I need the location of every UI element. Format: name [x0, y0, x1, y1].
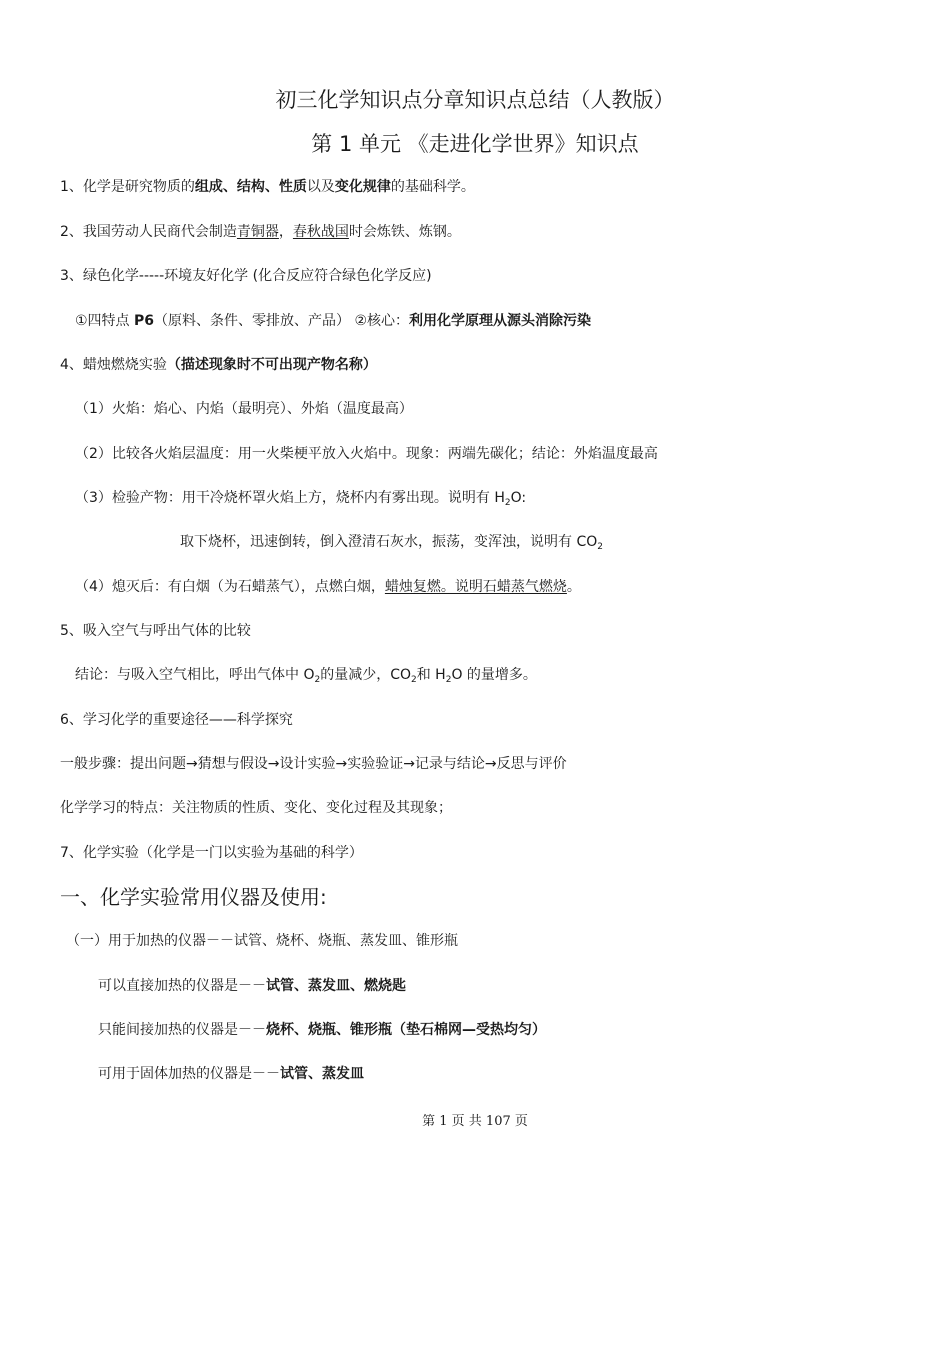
- item-4-2: （2）比较各火焰层温度：用一火柴梗平放入火焰中。现象：两端先碳化；结论：外焰温度最高: [75, 446, 658, 462]
- item-4-1: （1）火焰：焰心、内焰（最明亮）、外焰（温度最高）: [75, 401, 413, 417]
- item-4-4: （4）熄灭后：有白烟（为石蜡蒸气），点燃白烟，蜡烛复燃。说明石蜡蒸气燃烧。: [75, 579, 581, 595]
- item-5-conclusion: 结论：与吸入空气相比，呼出气体中 $O_2$的量减少，$CO_2$和 $H_2O$ 的量增多。: [75, 667, 537, 685]
- document-title: 初三化学知识点分章知识点总结（人教版）: [275, 88, 675, 112]
- section-heading: 一、化学实验常用仪器及使用:: [60, 885, 327, 909]
- item-6-steps: 一般步骤：提出问题→猜想与假设→设计实验→实验验证→记录与结论→反思与评价: [60, 756, 567, 772]
- indirect-heat-item: 只能间接加热的仪器是－－烧杯、烧瓶、锥形瓶（垫石棉网—受热均匀）: [98, 1022, 546, 1038]
- item-6-feature: 化学学习的特点：关注物质的性质、变化、变化过程及其现象；: [60, 800, 452, 816]
- item-4-3-cont: 取下烧杯，迅速倒转，倒入澄清石灰水，振荡，变浑浊，说明有 $CO_2$: [180, 534, 603, 552]
- item-7: 7、化学实验（化学是一门以实验为基础的科学）: [60, 845, 363, 861]
- item-2: 2、我国劳动人民商代会制造青铜器，春秋战国时会炼铁、炼钢。: [60, 224, 461, 240]
- solid-heat-item: 可用于固体加热的仪器是－－试管、蒸发皿: [98, 1066, 364, 1082]
- item-6: 6、学习化学的重要途径——科学探究: [60, 712, 293, 728]
- item-4-3: （3）检验产物：用干冷烧杯罩火焰上方，烧杯内有雾出现。说明有 $H_2O$:: [75, 490, 527, 508]
- page-footer: 第 1 页 共 107 页: [422, 1114, 528, 1129]
- section-1-item: （一）用于加热的仪器－－试管、烧杯、烧瓶、蒸发皿、锥形瓶: [66, 933, 458, 949]
- item-4: 4、蜡烛燃烧实验（描述现象时不可出现产物名称）: [60, 357, 377, 373]
- item-3: 3、绿色化学-----环境友好化学 (化合反应符合绿色化学反应): [60, 268, 432, 284]
- item-1: 1、化学是研究物质的组成、结构、性质以及变化规律的基础科学。: [60, 179, 475, 195]
- item-3-detail: ①四特点 P6（原料、条件、零排放、产品） ②核心：利用化学原理从源头消除污染: [75, 313, 592, 329]
- item-5: 5、吸入空气与呼出气体的比较: [60, 623, 251, 639]
- unit-title: 第 1 单元 《走进化学世界》知识点: [311, 132, 639, 156]
- direct-heat-item: 可以直接加热的仪器是－－试管、蒸发皿、燃烧匙: [98, 978, 406, 994]
